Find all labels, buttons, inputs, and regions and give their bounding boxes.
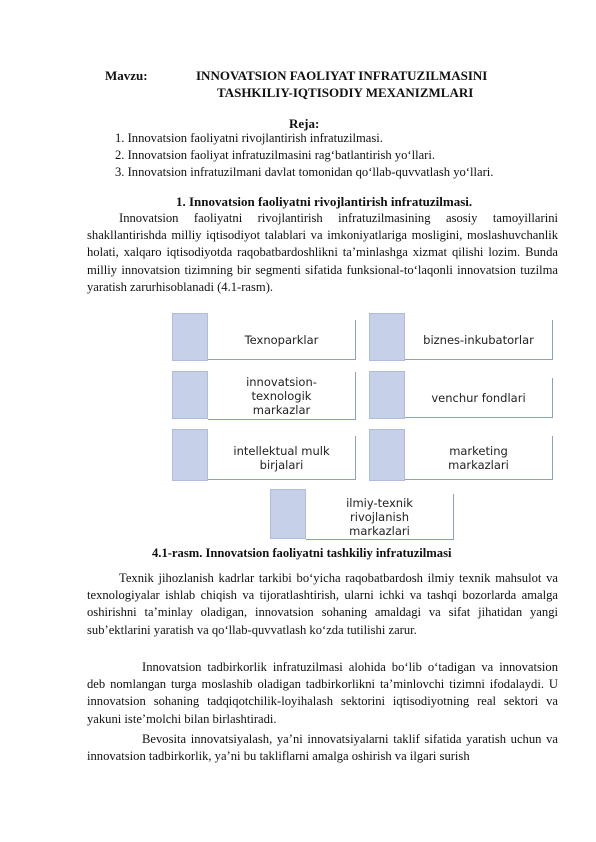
diagram-box-intellektual-mulk: intellektual mulk birjalari [208, 436, 356, 480]
box-tab [270, 489, 306, 539]
plan-heading: Reja: [289, 116, 320, 131]
paragraph-tadbirkorlik: Innovatsion tadbirkorlik infratuzilmasi alohida bo‘lib o‘tadigan va innovatsion deb nomlangan turga moslashib oladigan tadbirkorlikni ta’minlovchi tizimni ifodalaydi. U innovatsion sohaning tadqiqotchilik-loyihalash sektorini iqtisodiyotning real sektori va yakuni iste’molchi bilan birlashtiradi. [87, 660, 558, 726]
plan-item-2: 2. Innovatsion faoliyat infratuzilmasini rag‘batlantirish yo‘llari. [115, 148, 436, 162]
plan-item-1: 1. Innovatsion faoliyatni rivojlantirish infratuzilmasi. [115, 131, 383, 145]
box-tab [369, 371, 405, 419]
box-tab [172, 429, 208, 481]
diagram-box-venchur-fondlari: venchur fondlari [405, 378, 553, 418]
paragraph-texnik: Texnik jihozlanish kadrlar tarkibi bo‘yicha raqobatbardosh ilmiy texnik mahsulot va texnologiyalar ishlab chiqish va tijoratlashtirish, ularni ichki va tashqi bozorlarda amalga oshirishni ta’minlay oladigan, innovatsion sohaning amaldagi va sifat jihatidan yangi sub’ektlarini yaratish va qo‘llab-quvvatlash ko‘zda tutilishi zarur. [87, 571, 558, 637]
page-title-line2: TASHKILIY-IQTISODIY MEXANIZMLARI [217, 85, 474, 100]
paragraph-intro: Innovatsion faoliyatni rivojlantirish infratuzilmasining asosiy tamoyillarini shakllantirishda milliy iqtisodiyot talablari va imkoniyatlariga mosligini, moslashuvchanlik holati, xalqaro iqtisodiyotda raqobatbardoshlikni ta’minlashga xizmat qilishi lozim. Bunda milliy innovatsion tizimning bir segmenti sifatida funksional-to‘laqonli innovatsion tuzilma yaratish zarurhisoblanadi (4.1-rasm). [87, 211, 558, 294]
diagram-box-biznes-inkubatorlar: biznes-inkubatorlar [405, 320, 553, 360]
diagram-box-marketing-markazlari: marketing markazlari [405, 436, 553, 480]
box-tab [172, 313, 208, 361]
diagram-box-innovatsion-texnologik: innovatsion-texnologik markazlar [208, 372, 356, 420]
diagram-box-texnoparklar: Texnoparklar [208, 320, 356, 360]
figure-caption: 4.1-rasm. Innovatsion faoliyatni tashkiliy infratuzilmasi [152, 546, 452, 560]
mavzu-label: Mavzu: [105, 68, 148, 83]
diagram-box-ilmiy-texnik: ilmiy-texnik rivojlanish markazlari [306, 494, 454, 540]
plan-item-3: 3. Innovatsion infratuzilmani davlat tomonidan qo‘llab-quvvatlash yo‘llari. [115, 165, 494, 179]
page-title-line1: INNOVATSION FAOLIYAT INFRATUZILMASINI [196, 68, 488, 83]
box-tab [172, 371, 208, 419]
box-tab [369, 313, 405, 361]
box-tab [369, 429, 405, 481]
section-heading: 1. Innovatsion faoliyatni rivojlantirish infratuzilmasi. [176, 194, 473, 209]
paragraph-bevosita: Bevosita innovatsiyalash, ya’ni innovatsiyalarni taklif sifatida yaratish uchun va innovatsion tadbirkorlik, ya’ni bu takliflarni amalga oshirish va ilgari surish [87, 732, 558, 764]
